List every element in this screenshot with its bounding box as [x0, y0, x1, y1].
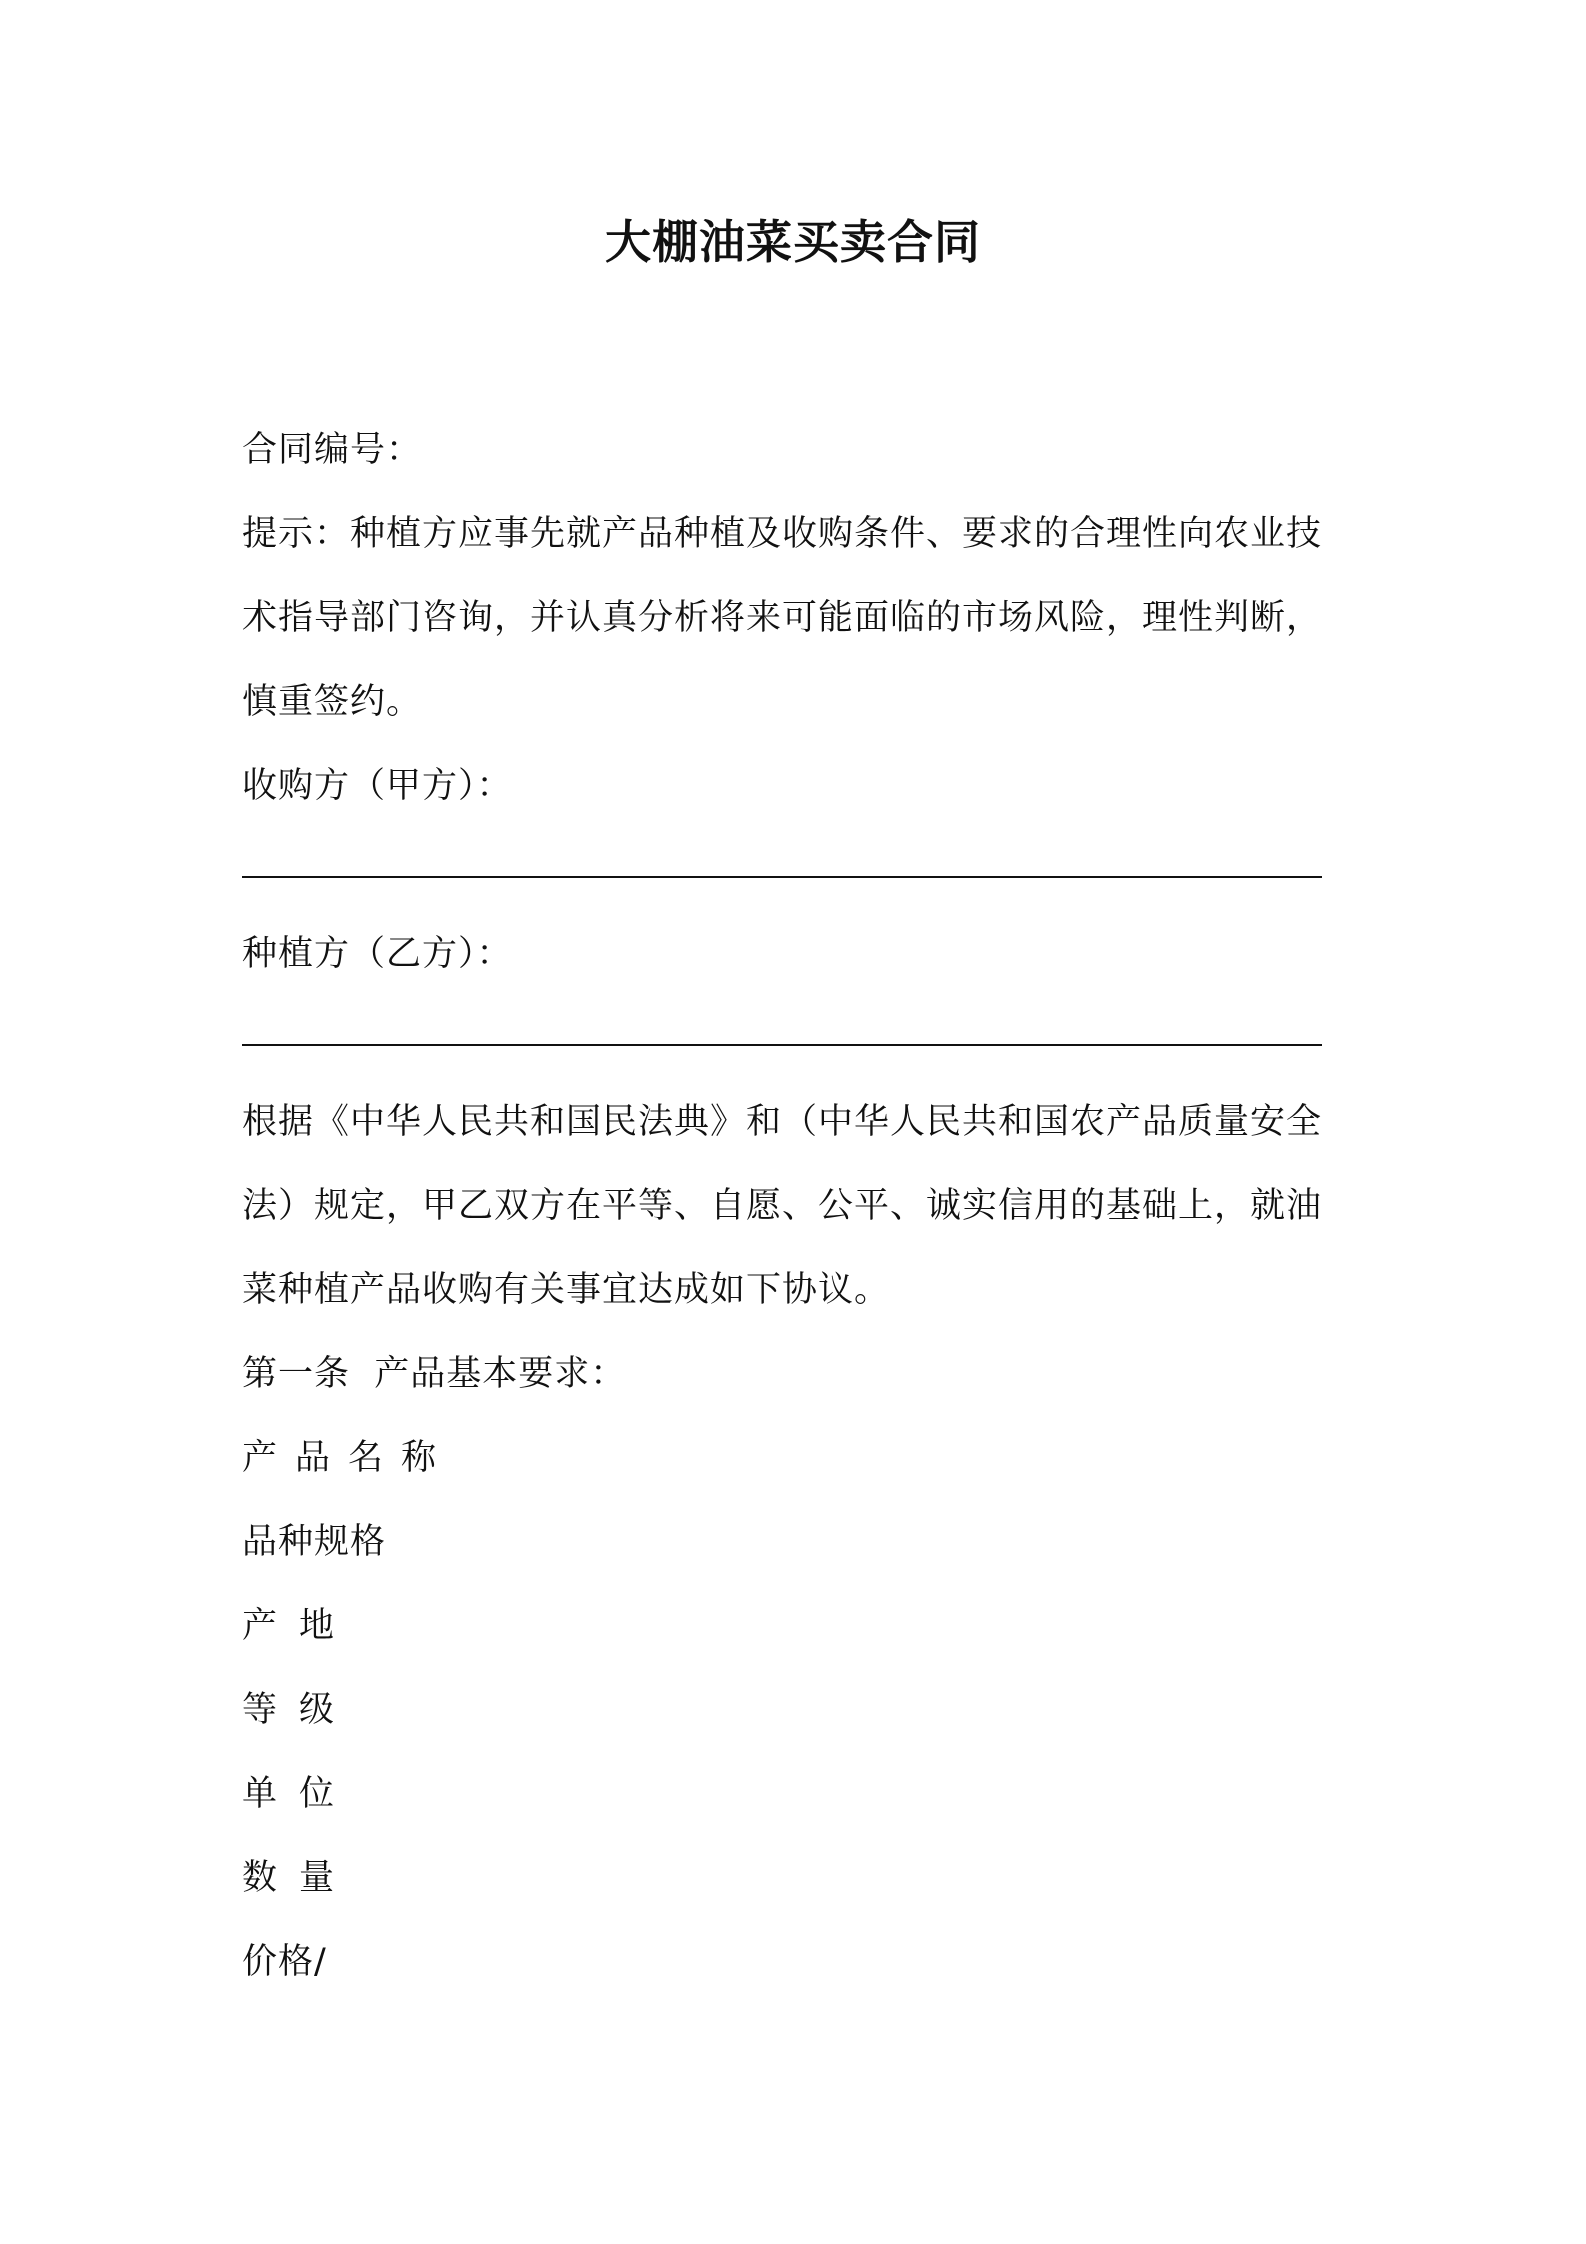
notice-line-1: 提示：种植方应事先就产品种植及收购条件、要求的合理性向农业技	[242, 514, 1323, 554]
field-variety-spec: 品种规格	[242, 1522, 387, 1562]
document-title: 大棚油菜买卖合同	[605, 215, 981, 269]
preamble-line-1: 根据《中华人民共和国民法典》和（中华人民共和国农产品质量安全	[242, 1102, 1323, 1142]
field-quantity: 数量	[242, 1858, 357, 1898]
party-b-blank	[242, 996, 1362, 1080]
party-a-underline	[242, 876, 1322, 878]
party-a-blank	[242, 828, 1362, 912]
document-body	[242, 408, 1362, 2004]
field-grade: 等级	[242, 1690, 357, 1730]
preamble-line-2: 法）规定，甲乙双方在平等、自愿、公平、诚实信用的基础上，就油	[242, 1186, 1323, 1226]
notice-line-2: 术指导部门咨询，并认真分析将来可能面临的市场风险，理性判断，	[242, 598, 1323, 638]
field-unit: 单位	[242, 1774, 357, 1814]
field-price: 价格/	[242, 1942, 327, 1982]
party-a-label: 收购方（甲方）：	[242, 766, 513, 806]
contract-number-label: 合同编号：	[242, 430, 423, 470]
notice-line-3: 慎重签约。	[242, 682, 423, 722]
preamble-line-3: 菜种植产品收购有关事宜达成如下协议。	[242, 1270, 891, 1310]
field-product-name: 产品名称	[242, 1438, 455, 1478]
article-1-heading: 第一条 产品基本要求：	[242, 1354, 627, 1394]
party-b-underline	[242, 1044, 1322, 1046]
field-origin: 产地	[242, 1606, 357, 1646]
party-b-label: 种植方（乙方）：	[242, 934, 513, 974]
